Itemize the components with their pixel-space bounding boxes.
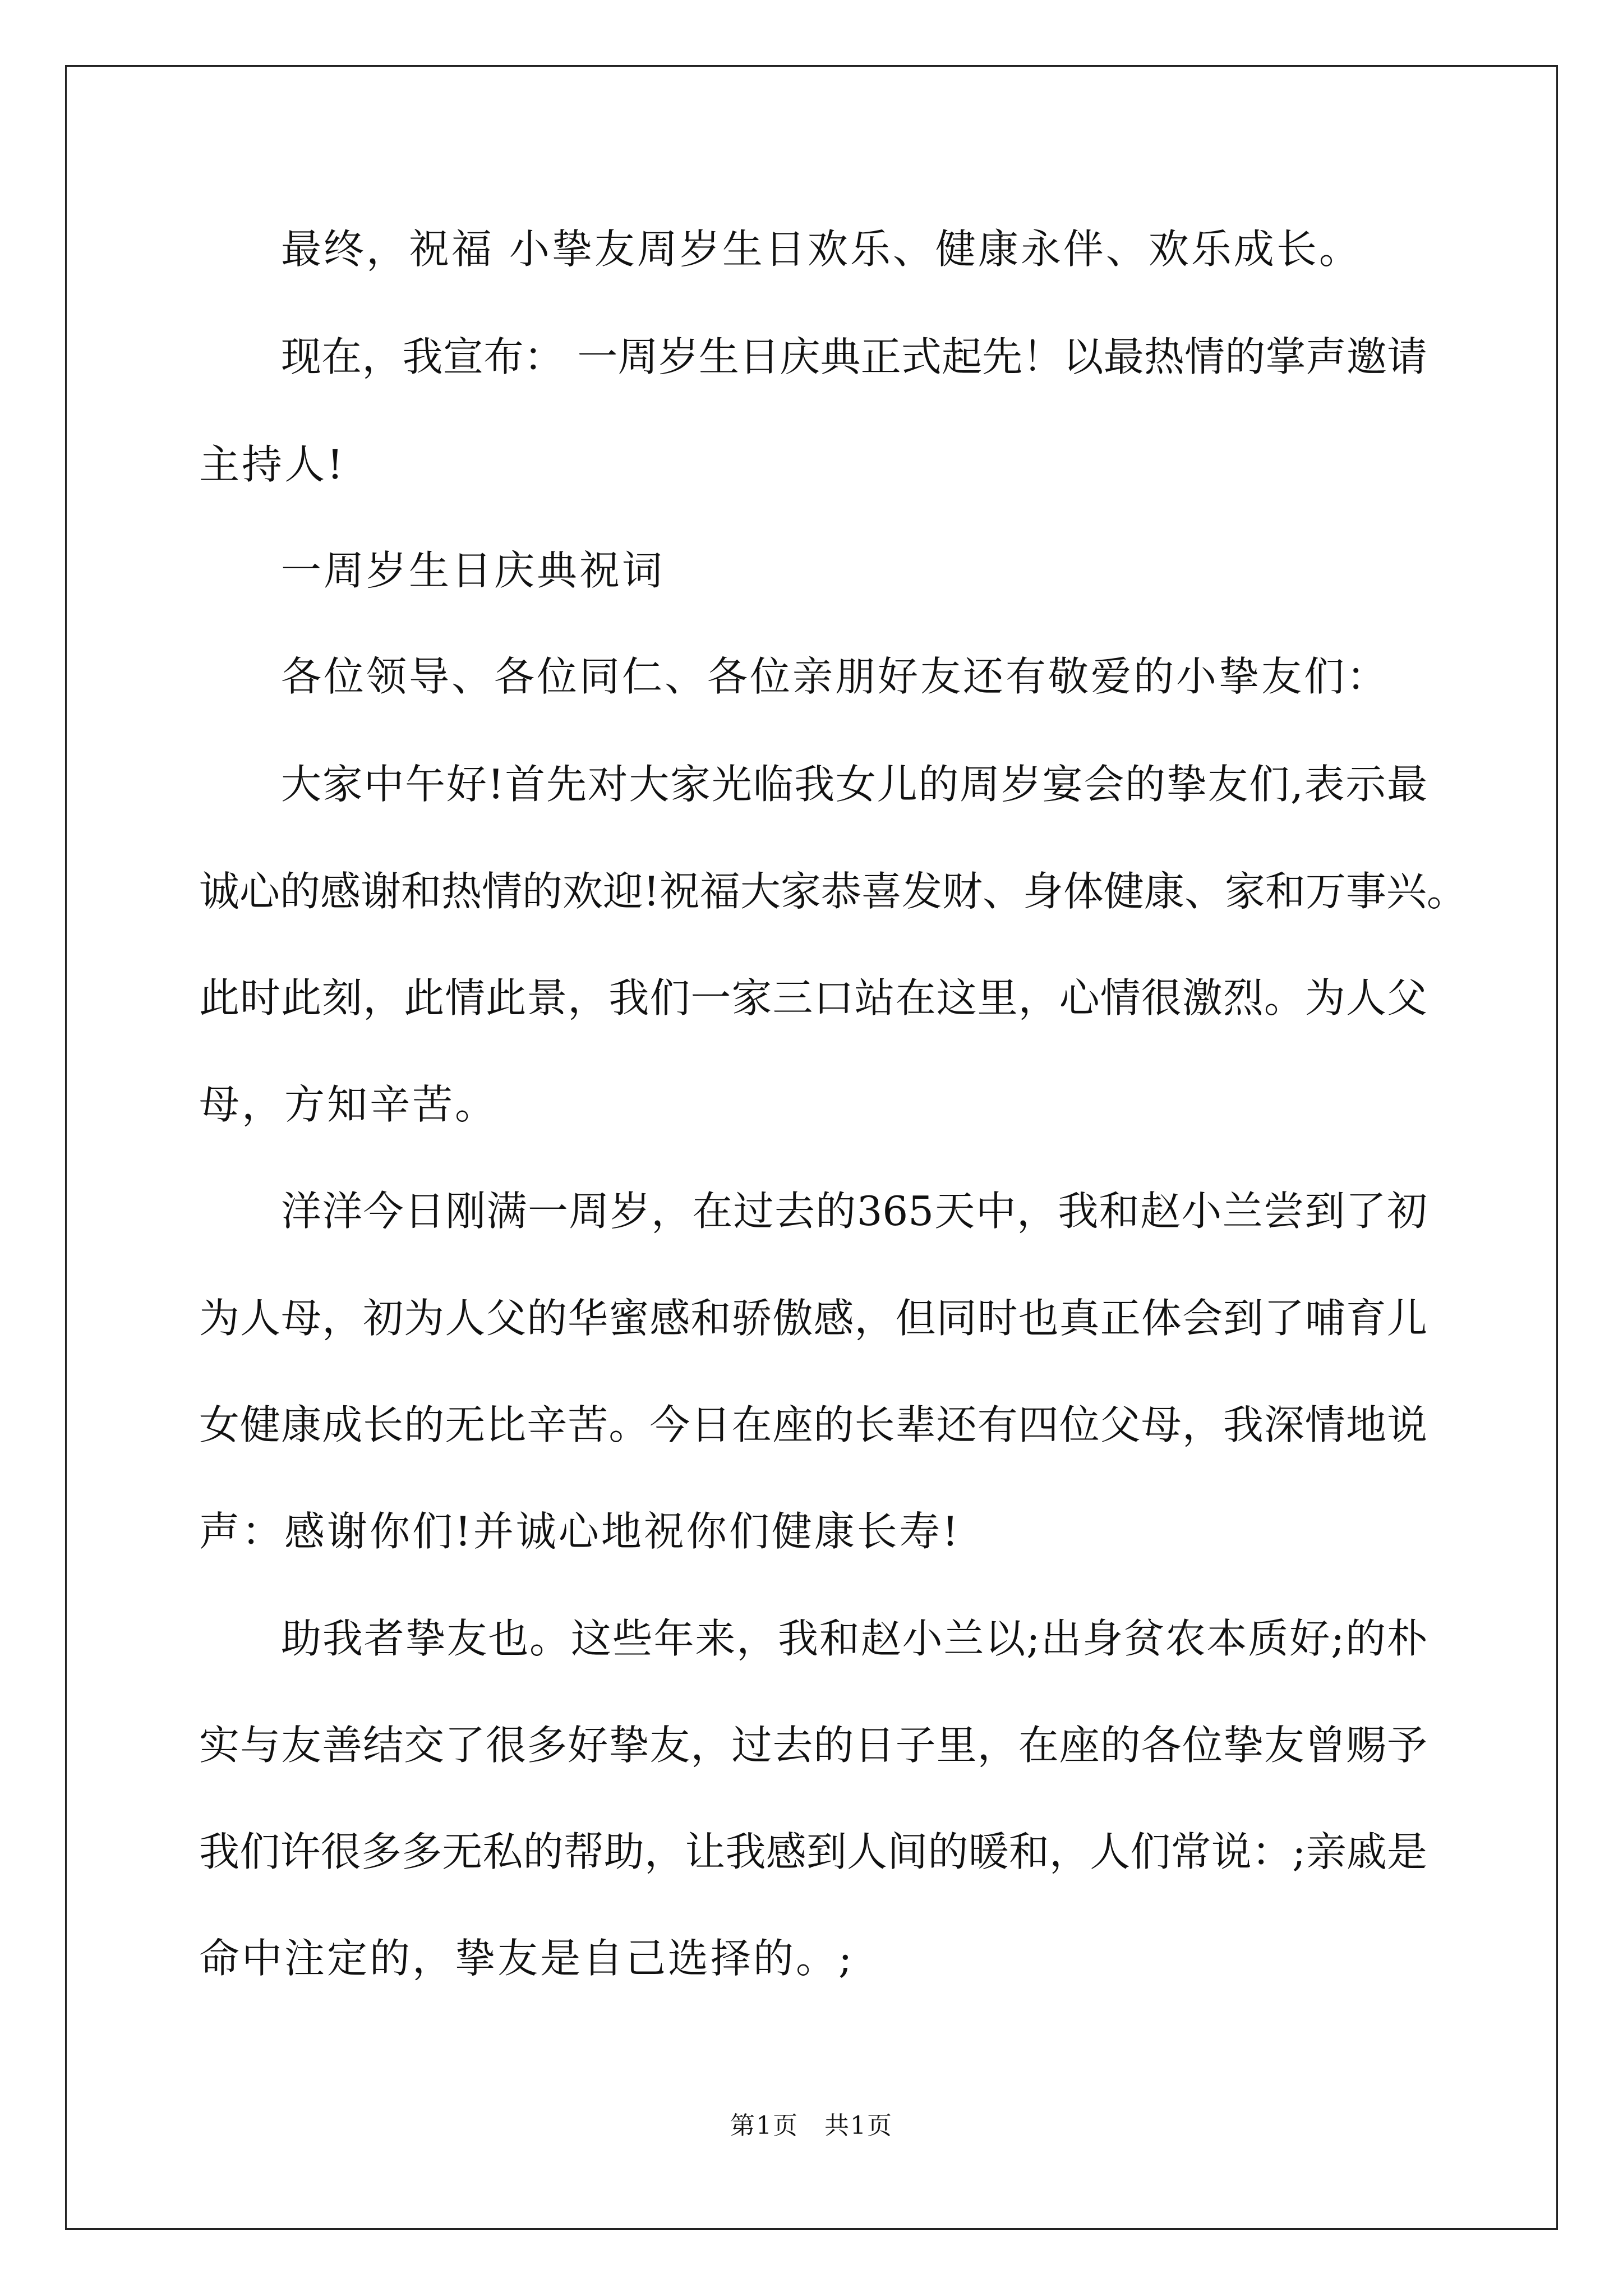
paragraph-line-10: 洋洋今日刚满一周岁，在过去的365天中，我和赵小兰尝到了初 [281,1188,1427,1235]
paragraph-line-8: 此时此刻，此情此景，我们一家三口站在这里，心情很激烈。为人父 [199,974,1427,1022]
paragraph-line-16: 我们许很多多无私的帮助，让我感到人间的暖和，人们常说：;亲戚是 [199,1828,1427,1875]
paragraph-line-15: 实与友善结交了很多好挚友，过去的日子里，在座的各位挚友曾赐予 [199,1722,1427,1769]
paragraph-line-9: 母，方知辛苦。 [199,1081,498,1128]
paragraph-line-11: 为人母，初为人父的华蜜感和骄傲感，但同时也真正体会到了哺育儿 [199,1295,1427,1342]
paragraph-line-14: 助我者挚友也。这些年来，我和赵小兰以;出身贫农本质好;的朴 [281,1615,1427,1662]
paragraph-line-12: 女健康成长的无比辛苦。今日在座的长辈还有四位父母，我深情地说 [199,1401,1427,1448]
paragraph-line-17: 命中注定的，挚友是自己选择的。; [199,1935,855,1982]
paragraph-line-13: 声：感谢你们!并诚心地祝你们健康长寿! [199,1508,961,1555]
paragraph-line-6: 大家中午好!首先对大家光临我女儿的周岁宴会的挚友们,表示最 [281,761,1427,808]
paragraph-line-7: 诚心的感谢和热情的欢迎!祝福大家恭喜发财、身体健康、家和万事兴。 [199,868,1467,915]
page-border [65,65,1558,2230]
page-number: 第1页 共1页 [730,2111,893,2140]
section-title: 一周岁生日庆典祝词 [281,547,665,594]
paragraph-line-2: 现在，我宣布： 一周岁生日庆典正式起先！以最热情的掌声邀请 [281,333,1427,380]
paragraph-line-1: 最终，祝福 小挚友周岁生日欢乐、健康永伴、欢乐成长。 [281,226,1362,273]
salutation-line: 各位领导、各位同仁、各位亲朋好友还有敬爱的小挚友们： [281,653,1390,700]
paragraph-line-3: 主持人! [199,441,345,488]
